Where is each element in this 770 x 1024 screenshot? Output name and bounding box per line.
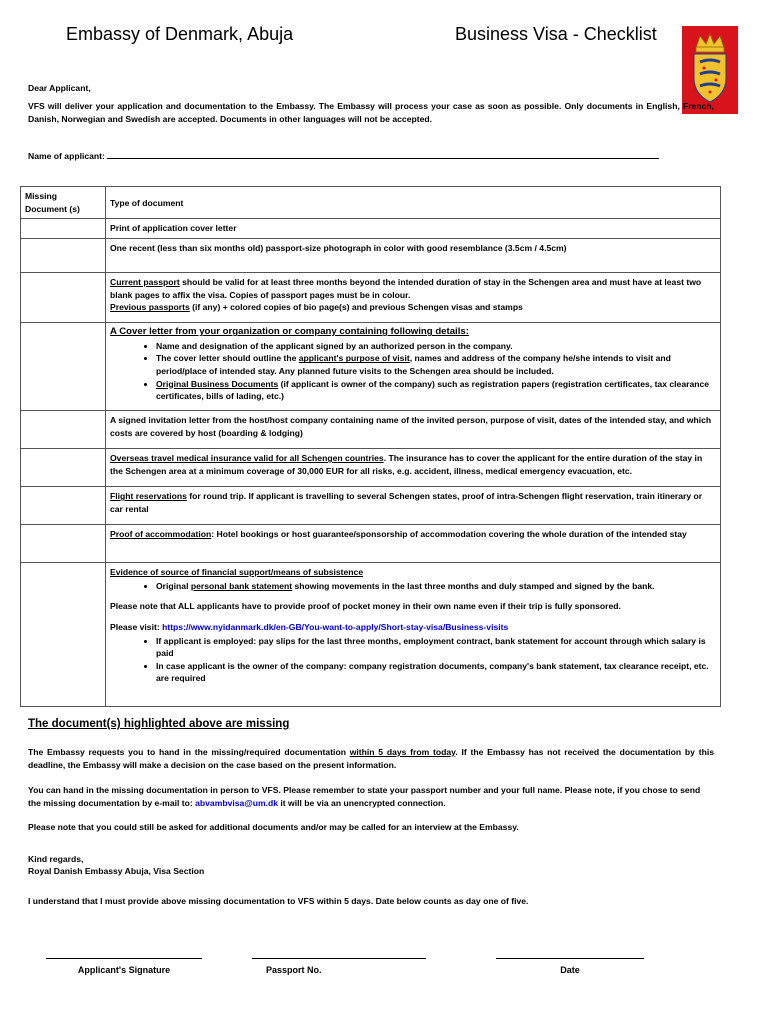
signature-line [46, 958, 202, 959]
date-field[interactable] [496, 958, 644, 975]
list-item [156, 580, 716, 593]
list-item: • In case applicant is the owner of the company: company registration documents, company's bank statement, tax clearance receipt, etc. are required [156, 660, 716, 685]
funds-title: Evidence of source of financial support/means of subsistence [110, 567, 364, 578]
applicant-signature-label: Applicant's Signature [77, 965, 171, 975]
missing-checkbox-cell[interactable] [21, 323, 106, 411]
passport-number-label: Passport No. [266, 965, 322, 975]
table-header-row [21, 187, 721, 219]
missing-title: The document(s) highlighted above are missing [28, 718, 290, 730]
type-of-document-header: Type of document [106, 187, 721, 219]
table-row [21, 487, 721, 525]
table-row [21, 525, 721, 563]
document-checklist-table [20, 186, 721, 707]
interview-note: Please note that you could still be asked for additional documents and/or may be called for an interview at the Embassy. [28, 822, 519, 832]
table-row [21, 323, 721, 411]
list-item-text: (if applicant is owner of the company) such as registration papers (registration certificates, tax clearance certificates, bills of lading, etc.) [156, 378, 710, 402]
row-insurance [106, 449, 721, 487]
missing-checkbox-cell[interactable] [21, 411, 106, 449]
row-photo: One recent (less than six months old) passport-size photograph in color with good resemblance (3.5cm / 4.5cm) [106, 239, 721, 273]
request-paragraph [28, 746, 714, 771]
row-cover-letter [106, 323, 721, 411]
table-row [21, 219, 721, 239]
bank-statement-label: personal bank statement [190, 580, 293, 591]
missing-checkbox-cell[interactable] [21, 239, 106, 273]
missing-checkbox-cell[interactable] [21, 487, 106, 525]
intro-paragraph: VFS will deliver your application and documentation to the Embassy. The Embassy will process your case as soon as possible. Only documents in English, French, Danish, Norwegian and Swedish are accepted. Documents in other languages will not be accepted. [28, 101, 714, 124]
embassy-title: Embassy of Denmark, Abuja [66, 24, 294, 44]
hand-in-text: You can hand in the missing documentation in person to VFS. Please remember to state your passport number and your full name. Please note, if you chose to send the missing documentation by e-mail to: [28, 785, 701, 808]
passport-text: should be valid for at least three months beyond the intended duration of stay in the Schengen area and must have at least two blank pages to affix the visa. Copies of passport pages must be in colour. [110, 277, 702, 300]
missing-checkbox-cell[interactable] [21, 273, 106, 323]
purpose-of-visit-label: applicant's purpose of visit [298, 353, 410, 364]
pocket-money-note: Please note that ALL applicants have to provide proof of pocket money in their own name even if their trip is fully sponsored. [110, 601, 621, 612]
cover-letter-list [110, 340, 716, 403]
table-row [21, 411, 721, 449]
understand-statement: I understand that I must provide above missing documentation to VFS within 5 days. Date below counts as day one of five. [28, 896, 529, 906]
signature-line [252, 958, 426, 959]
passport-label: Current passport [110, 277, 180, 288]
row-cover-print: Print of application cover letter [106, 219, 721, 239]
business-documents-label: Original Business Documents [156, 378, 279, 389]
missing-checkbox-cell[interactable] [21, 563, 106, 707]
request-text: The Embassy requests you to hand in the missing/required documentation [28, 747, 350, 757]
row-passport [106, 273, 721, 323]
previous-passports-text: (if any) + colored copies of bio page(s) and previous Schengen visas and stamps [189, 302, 523, 313]
checklist-title: Business Visa - Checklist [455, 24, 657, 44]
row-invitation: A signed invitation letter from the host/host company containing name of the invited person, purpose of visit, dates of the intended stay, and which costs are covered by host (boarding & lodging) [106, 411, 721, 449]
hand-in-paragraph [28, 784, 714, 809]
visit-line [110, 621, 716, 634]
deadline-label: within 5 days from today [349, 747, 456, 757]
list-item-text: , names and address of the company he/she intends to visit and period/place of intended stay. Any planned future visits to the Schengen area should be included. [156, 353, 671, 376]
missing-checkbox-cell[interactable] [21, 525, 106, 563]
visa-section-signature: Royal Danish Embassy Abuja, Visa Section [28, 866, 205, 876]
kind-regards: Kind regards, [28, 854, 84, 864]
row-financial-support [106, 563, 721, 707]
missing-document-header: Missing Document (s) [21, 187, 106, 219]
list-item: • Name and designation of the applicant signed by an authorized person in the company. [156, 340, 716, 353]
date-label: Date [560, 965, 580, 975]
hand-in-text: it will be via an unencrypted connection. [278, 797, 446, 808]
list-item-text: The cover letter should outline the [156, 353, 299, 364]
nyidanmark-link[interactable]: https://www.nyidanmark.dk/en-GB/You-want-to-apply/Short-stay-visa/Business-visits [162, 621, 509, 632]
cover-letter-title: A Cover letter from your organization or company containing following details: [110, 326, 469, 338]
missing-checkbox-cell[interactable] [21, 219, 106, 239]
flight-text: for round trip. If applicant is travelling to several Schengen states, proof of intra-Schengen flight reservation, train itinerary or car rental [110, 491, 703, 514]
funds-list [110, 580, 716, 593]
table-row [21, 563, 721, 707]
request-text: . If the Embassy has not received the documentation by this deadline, the Embassy will make a decision on the case based on the present information. [28, 747, 714, 770]
visit-label: Please visit: [110, 621, 163, 632]
table-row [21, 239, 721, 273]
greeting: Dear Applicant, [28, 83, 91, 93]
list-item: • If applicant is employed: pay slips for the last three months, employment contract, bank statement for account through which salary is paid [156, 635, 716, 660]
table-row [21, 273, 721, 323]
insurance-text: . The insurance has to cover the applicant for the entire duration of the stay in the Schengen area at a minimum coverage of 30,000 EUR for all risks, e.g. accident, illness, medical emergency evacuation, etc. [110, 453, 703, 476]
name-of-applicant-field[interactable] [28, 149, 668, 163]
table-row [21, 449, 721, 487]
signature-line [496, 958, 644, 959]
insurance-label: Overseas travel medical insurance valid for all Schengen countries [110, 453, 384, 464]
applicant-signature-field[interactable] [46, 958, 202, 975]
row-flight [106, 487, 721, 525]
passport-number-field[interactable] [252, 958, 426, 975]
accommodation-text: : Hotel bookings or host guarantee/sponsorship of accommodation covering the whole duration of the intended stay [211, 529, 687, 540]
name-label: Name of applicant: [28, 151, 105, 161]
email-link[interactable]: abvambvisa@um.dk [195, 797, 279, 808]
previous-passports-label: Previous passports [110, 302, 190, 313]
list-item-text: Original [156, 580, 191, 591]
list-item [156, 352, 716, 377]
flight-label: Flight reservations [110, 491, 187, 502]
missing-checkbox-cell[interactable] [21, 449, 106, 487]
list-item-text: showing movements in the last three months and duly stamped and signed by the bank. [292, 580, 655, 591]
employment-list [110, 635, 716, 685]
list-item [156, 378, 716, 403]
row-accommodation [106, 525, 721, 563]
accommodation-label: Proof of accommodation [110, 529, 212, 540]
